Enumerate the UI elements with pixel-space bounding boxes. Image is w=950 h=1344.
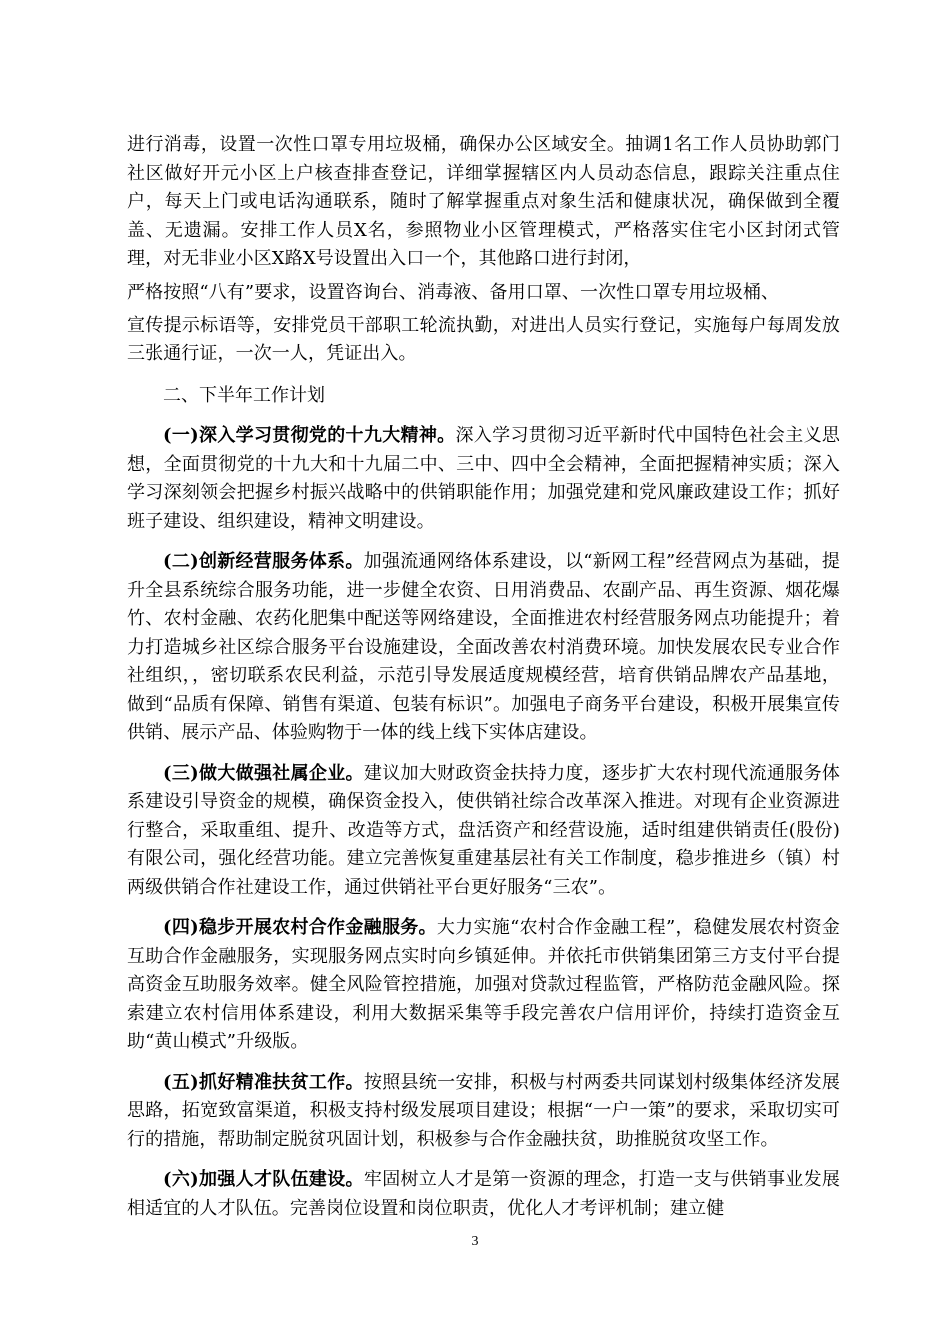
section-6-lead: (六)加强人才队伍建设。: [163, 1169, 364, 1190]
section-3-paragraph: [127, 760, 840, 903]
section-3-body: 建议加大财政资金扶持力度，逐步扩大农村现代流通服务体系建设引导资金的规模，确保资金投入，使供销社综合改革深入推进。对现有企业资源进行整合，采取重组、提升、改造等方式，盘活资产和经营设施，适时组建供销责任(股份)有限公司，强化经营功能。建立完善恢复重建基层社有关工作制度，稳步推进乡（镇）村两级供销合作社建设工作，通过供销社平台更好服务“三农”。: [127, 762, 840, 898]
section-1-lead: (一)深入学习贯彻党的十九大精神。: [163, 425, 456, 446]
section-5-lead: (五)抓好精准扶贫工作。: [163, 1071, 364, 1093]
section-3-lead: (三)做大做强社属企业。: [163, 762, 364, 784]
intro-paragraph-part-1: 进行消毒，设置一次性口罩专用垃圾桶，确保办公区域安全。抽调1名工作人员协助郭门社区做好开元小区上户核查排查登记，详细掌握辖区内人员动态信息，跟踪关注重点住户，每天上门或电话沟通联系，随时了解掌握重点对象生活和健康状况，确保做到全覆盖、无遗漏。安排工作人员X名，参照物业小区管理模式，严格落实住宅小区封闭式管理，对无非业小区X路X号设置出入口一个，其他路口进行封闭，: [127, 134, 840, 269]
page-number: 3: [471, 1234, 479, 1249]
section-6-paragraph: [127, 1166, 840, 1223]
section-2-paragraph: [127, 548, 840, 748]
intro-paragraph-part-2: 严格按照“八有”要求，设置咨询台、消毒液、备用口罩、一次性口罩专用垃圾桶、: [127, 281, 780, 303]
section-2-lead: (二)创新经营服务体系。: [163, 551, 364, 572]
section-4-body: 大力实施“农村合作金融工程”，稳健发展农村资金互助合作金融服务，实现服务网点实时向乡镇延伸。并依托市供销集团第三方支付平台提高资金互助服务效率。健全风险管控措施，加强对贷款过程监管，严格防范金融风险。探索建立农村信用体系建设，利用大数据采集等手段完善农户信用评价，持续打造资金互助“黄山模式”升级版。: [127, 917, 840, 1052]
section-5-paragraph: [127, 1069, 840, 1155]
section-4-paragraph: [127, 914, 840, 1057]
section-2-body: 加强流通网络体系建设，以“新网工程”经营网点为基础，提升全县系统综合服务功能，进一步健全农资、日用消费品、农副产品、再生资源、烟花爆竹、农村金融、农药化肥集中配送等网络建设，全面推进农村经营服务网点功能提升；着力打造城乡社区综合服务平台设施建设，全面改善农村消费环境。加快发展农民专业合作社组织，，密切联系农民利益，示范引导发展适度规模经营，培育供销品牌农产品基地，做到“品质有保障、销售有渠道、包装有标识”。加强电子商务平台建设，积极开展集宣传供销、展示产品、体验购物于一体的线上线下实体店建设。: [127, 551, 840, 743]
section-heading: 二、下半年工作计划: [163, 384, 325, 406]
section-6-body: 牢固树立人才是第一资源的理念，打造一支与供销事业发展相适宜的人才队伍。完善岗位设置和岗位职责，优化人才考评机制；建立健: [127, 1169, 840, 1219]
intro-paragraph-part-3: 宣传提示标语等，安排党员干部职工轮流执勤，对进出人员实行登记，实施每户每周发放三张通行证，一次一人，凭证出入。: [127, 314, 840, 364]
section-1-body: 深入学习贯彻习近平新时代中国特色社会主义思想，全面贯彻党的十九大和十九届二中、三中、四中全会精神，全面把握精神实质；深入学习深刻领会把握乡村振兴战略中的供销职能作用；加强党建和党风廉政建设工作；抓好班子建设、组织建设，精神文明建设。: [127, 425, 840, 532]
section-1-paragraph: [127, 422, 840, 536]
section-4-lead: (四)稳步开展农村合作金融服务。: [163, 917, 437, 938]
section-5-body: 按照县统一安排，积极与村两委共同谋划村级集体经济发展思路，拓宽致富渠道，积极支持村级发展项目建设；根据“一户一策”的要求，采取切实可行的措施，帮助制定脱贫巩固计划，积极参与合作金融扶贫，助推脱贫攻坚工作。: [127, 1071, 840, 1150]
